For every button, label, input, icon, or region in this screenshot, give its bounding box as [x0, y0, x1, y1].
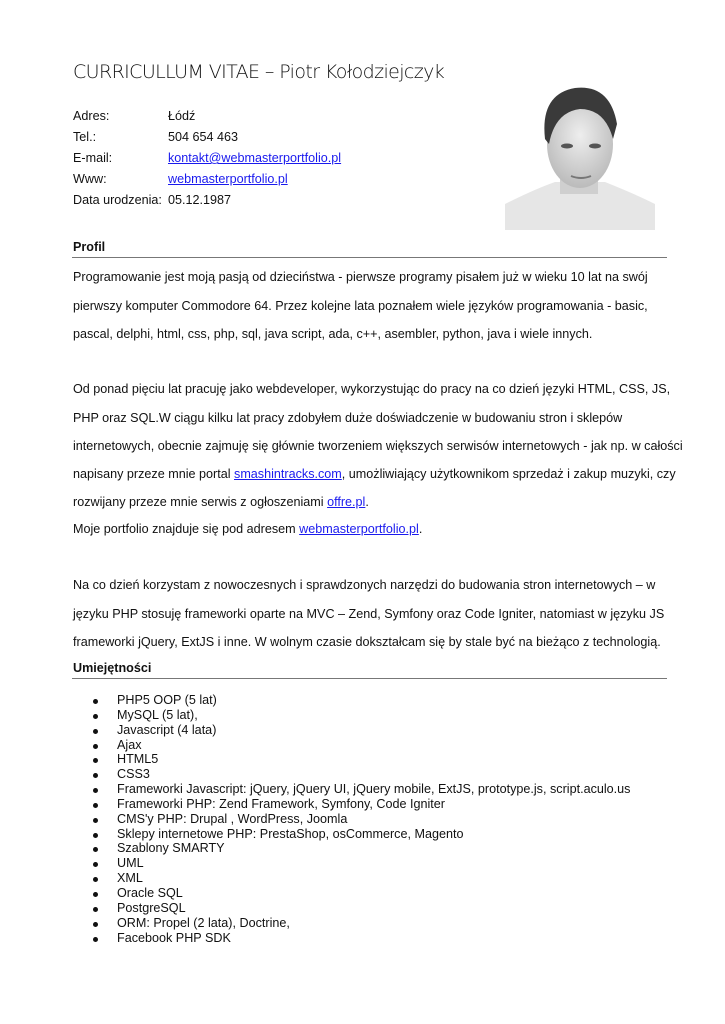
inline-link[interactable]: offre.pl [327, 495, 366, 509]
profile-line [73, 522, 422, 536]
profile-line [73, 495, 369, 509]
skill-item: Ajax [73, 738, 630, 753]
skill-item: UML [73, 856, 630, 871]
profile-photo [505, 84, 655, 230]
text-segment: Moje portfolio znajduje się pod adresem [73, 522, 300, 536]
profile-line [73, 635, 661, 649]
text-segment: PHP oraz SQL.W ciągu kilku lat pracy zdobyłem duże doświadczenie w budowaniu stron i sklepów [73, 411, 623, 425]
skill-item: Frameworki Javascript: jQuery, jQuery UI, jQuery mobile, ExtJS, prototype.js, script.aculo.us [73, 782, 630, 797]
text-segment: napisany przeze mnie portal [73, 467, 235, 481]
contact-label: Tel.: [73, 130, 97, 144]
skill-item: CSS3 [73, 767, 630, 782]
skills-list [73, 693, 630, 945]
text-segment: . [418, 522, 423, 536]
skill-item: Oracle SQL [73, 886, 630, 901]
skill-item: Javascript (4 lata) [73, 723, 630, 738]
contact-label: Www: [73, 172, 107, 186]
profile-line [73, 607, 664, 621]
section-heading-profil: Profil [73, 240, 106, 254]
inline-link[interactable]: smashintracks.com [234, 467, 342, 481]
skill-item: PHP5 OOP (5 lat) [73, 693, 630, 708]
text-segment: . [365, 495, 369, 509]
profile-line [73, 578, 655, 592]
contact-link[interactable]: webmasterportfolio.pl [168, 172, 288, 186]
contact-value: 504 654 463 [168, 130, 239, 144]
inline-link[interactable]: webmasterportfolio.pl [299, 522, 419, 536]
profile-line [73, 270, 648, 284]
contact-label: Adres: [73, 109, 110, 123]
section-divider [72, 678, 667, 679]
skill-item: MySQL (5 lat), [73, 708, 630, 723]
contact-label: Data urodzenia: [73, 193, 162, 207]
skill-item: XML [73, 871, 630, 886]
text-segment: Od ponad pięciu lat pracuję jako webdeveloper, wykorzystując do pracy na co dzień języki HTML, CSS, JS, [73, 382, 671, 396]
page-title: CURRICULLUM VITAE – Piotr Kołodziejczyk [73, 61, 445, 83]
text-segment: , umożliwiający użytkownikom sprzedaż i zakup muzyki, czy [341, 467, 676, 481]
profile-line [73, 439, 683, 453]
text-segment: języku PHP stosuję frameworki oparte na MVC – Zend, Symfony oraz Code Igniter, natomiast w języku JS [73, 607, 665, 621]
contact-value: 05.12.1987 [168, 193, 232, 207]
skill-item: Facebook PHP SDK [73, 931, 630, 946]
contact-value: Łódź [168, 109, 196, 123]
skill-item: Sklepy internetowe PHP: PrestaShop, osCommerce, Magento [73, 827, 630, 842]
skill-item: HTML5 [73, 752, 630, 767]
contact-label: E-mail: [73, 151, 113, 165]
skill-item: Szablony SMARTY [73, 841, 630, 856]
section-divider [72, 257, 667, 258]
skill-item: ORM: Propel (2 lata), Doctrine, [73, 916, 630, 931]
skill-item: Frameworki PHP: Zend Framework, Symfony, Code Igniter [73, 797, 630, 812]
text-segment: Programowanie jest moją pasją od dzieciństwa - pierwsze programy pisałem już w wieku 10 lat na swój [73, 270, 648, 284]
section-heading-skills: Umiejętności [73, 661, 152, 675]
text-segment: pierwszy komputer Commodore 64. Przez kolejne lata poznałem wiele języków programowania - basic, [73, 299, 648, 313]
profile-line [73, 382, 670, 396]
skill-item: CMS'y PHP: Drupal , WordPress, Joomla [73, 812, 630, 827]
contact-link[interactable]: kontakt@webmasterportfolio.pl [168, 151, 342, 165]
text-segment: rozwijany przeze mnie serwis z ogłoszeniami [73, 495, 328, 509]
text-segment: Na co dzień korzystam z nowoczesnych i sprawdzonych narzędzi do budowania stron internetowych – w [73, 578, 656, 592]
skill-item: PostgreSQL [73, 901, 630, 916]
profile-line [73, 411, 622, 425]
profile-line [73, 327, 592, 341]
text-segment: frameworki jQuery, ExtJS i inne. W wolnym czasie dokształcam się by stale być na bieżąco z technologią. [73, 635, 661, 649]
profile-line [73, 467, 676, 481]
profile-line [73, 299, 648, 313]
text-segment: pascal, delphi, html, css, php, sql, java script, ada, c++, asembler, python, java i wiele innych. [73, 327, 593, 341]
text-segment: internetowych, obecnie zajmuję się głównie tworzeniem większych serwisów internetowych - jak np. w całości [73, 439, 683, 453]
